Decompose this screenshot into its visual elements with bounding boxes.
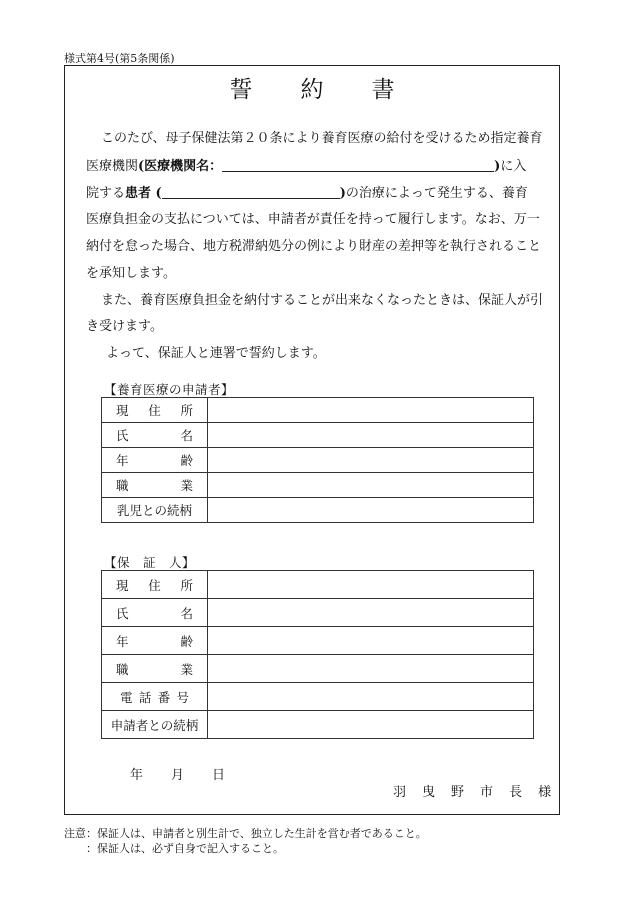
body-line-7: また、養育医療負担金を納付することが出来なくなったときは、保証人が引 <box>101 293 544 308</box>
guarantor-address-label: 現 住 所 <box>102 571 208 599</box>
table-row <box>102 571 534 599</box>
applicant-occupation-field[interactable] <box>208 473 534 498</box>
body-line-3 <box>86 185 528 202</box>
date-line <box>130 764 253 783</box>
applicant-age-label: 年 齢 <box>102 448 208 473</box>
applicant-section-heading: 【養育医療の申請者】 <box>104 382 235 397</box>
guarantor-section-heading: 【保 証 人】 <box>104 555 196 570</box>
body-line-3-prefix: 院する <box>86 186 126 201</box>
addressee: 羽 曳 野 市 長 様 <box>393 785 552 800</box>
applicant-relation-field[interactable] <box>208 498 534 523</box>
table-row <box>102 711 534 739</box>
body-line-2-suffix: に入 <box>500 159 527 174</box>
medical-institution-name-field[interactable] <box>222 158 494 172</box>
guarantor-relation-label: 申請者との続柄 <box>102 711 208 739</box>
document-title <box>64 71 560 104</box>
applicant-name-label: 氏 名 <box>102 423 208 448</box>
table-row <box>102 683 534 711</box>
patient-name-field[interactable] <box>162 185 340 199</box>
table-row <box>102 655 534 683</box>
body-line-2 <box>86 158 526 175</box>
guarantor-phone-field[interactable] <box>208 683 534 711</box>
date-year: 年 <box>130 768 144 783</box>
form-number-label: 様式第4号(第5条関係) <box>64 52 175 65</box>
date-day: 日 <box>212 768 226 783</box>
date-month: 月 <box>171 768 185 783</box>
applicant-occupation-label: 職 業 <box>102 473 208 498</box>
applicant-age-field[interactable] <box>208 448 534 473</box>
guarantor-address-field[interactable] <box>208 571 534 599</box>
applicant-name-field[interactable] <box>208 423 534 448</box>
note-line-1: 注意：保証人は、申請者と別生計で、独立した生計を営む者であること。 <box>64 827 427 840</box>
medical-institution-close: ) <box>494 159 501 174</box>
body-line-1: このたび、母子保健法第２０条により養育医療の給付を受けるため指定養育 <box>101 131 543 146</box>
body-line-5: 納付を怠った場合、地方税滞納処分の例により財産の差押等を執行されること <box>86 239 542 254</box>
table-row <box>102 398 534 423</box>
note-line-2: ：保証人は、必ず自身で記入すること。 <box>64 842 284 855</box>
guarantor-relation-field[interactable] <box>208 711 534 739</box>
guarantor-age-field[interactable] <box>208 627 534 655</box>
title-char-1: 誓 <box>229 77 253 103</box>
title-char-3: 書 <box>371 77 395 103</box>
medical-institution-label: (医療機関名： <box>138 159 223 174</box>
table-row <box>102 448 534 473</box>
body-line-9: よって、保証人と連署で誓約します。 <box>106 346 326 361</box>
applicant-table <box>101 397 534 523</box>
table-row <box>102 423 534 448</box>
table-row <box>102 627 534 655</box>
body-line-3-suffix: の治療によって発生する、養育 <box>345 186 528 201</box>
patient-close: ) <box>339 186 346 201</box>
body-line-6: を承知します。 <box>86 266 176 281</box>
guarantor-name-field[interactable] <box>208 599 534 627</box>
guarantor-age-label: 年 齢 <box>102 627 208 655</box>
body-line-2-prefix: 医療機関 <box>86 159 139 174</box>
guarantor-table <box>101 570 534 739</box>
applicant-address-label: 現 住 所 <box>102 398 208 423</box>
table-row <box>102 498 534 523</box>
title-char-2: 約 <box>300 77 324 103</box>
table-row <box>102 599 534 627</box>
table-row <box>102 473 534 498</box>
guarantor-name-label: 氏 名 <box>102 599 208 627</box>
applicant-address-field[interactable] <box>208 398 534 423</box>
patient-label: 患者 ( <box>125 186 162 201</box>
applicant-relation-label: 乳児との続柄 <box>102 498 208 523</box>
body-line-4: 医療負担金の支払については、申請者が責任を持って履行します。なお、万一 <box>86 212 540 227</box>
guarantor-occupation-label: 職 業 <box>102 655 208 683</box>
guarantor-phone-label: 電 話 番 号 <box>102 683 208 711</box>
guarantor-occupation-field[interactable] <box>208 655 534 683</box>
notes <box>64 826 427 856</box>
body-line-8: き受けます。 <box>86 319 163 334</box>
